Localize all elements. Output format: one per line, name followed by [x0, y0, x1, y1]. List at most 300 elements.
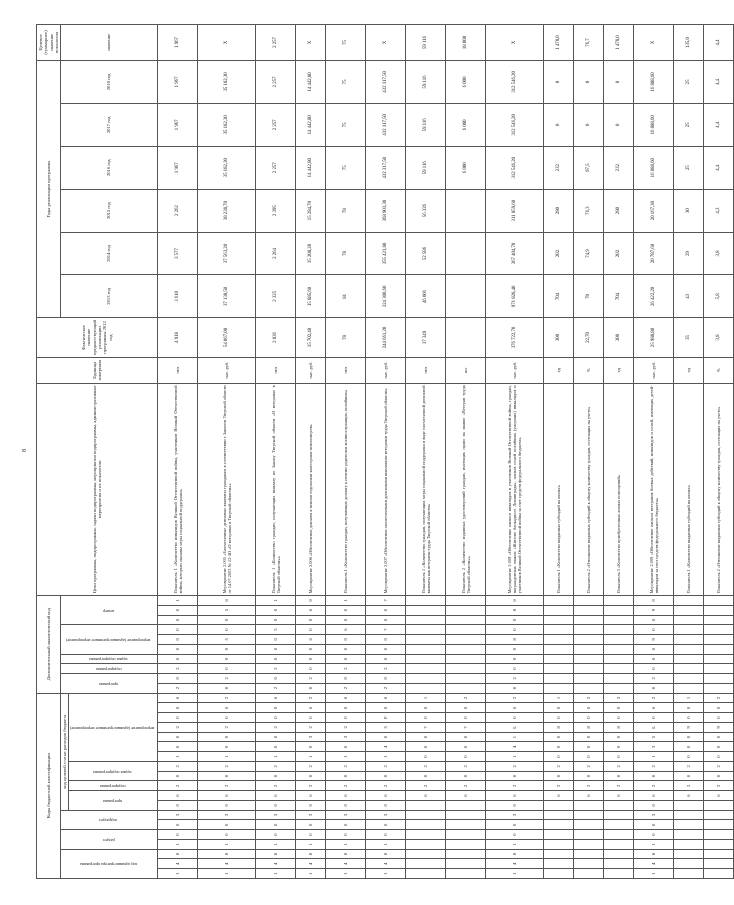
- code-digit: 5: [256, 625, 296, 635]
- code-digit: 0: [326, 615, 366, 625]
- code-digit: 0: [486, 654, 544, 664]
- code-digit: [544, 683, 574, 693]
- code-digit: [704, 644, 734, 654]
- code-digit: 0: [406, 713, 446, 723]
- code-digit: [704, 635, 734, 645]
- indicator-name: Мероприятие 2.005 «Ежемесячные денежные выплаты гражданам в соответствии с Законом Тверской области от 14.07.2003 № 12-ЗО «О ветеранах в Тверской области»»: [198, 383, 256, 595]
- code-digit: 1: [366, 869, 406, 879]
- code-digit: [406, 625, 446, 635]
- code-digit: [674, 674, 704, 684]
- year-value-2014: 78: [326, 232, 366, 275]
- code-digit: 8: [198, 849, 256, 859]
- code-digit: 0: [366, 674, 406, 684]
- code-digit: 4: [326, 859, 366, 869]
- code-digit: 0: [256, 654, 296, 664]
- year-value-2014: 202: [604, 232, 634, 275]
- code-digit: [446, 664, 486, 674]
- year-value-2014: 367 404,70: [486, 232, 544, 275]
- year-value-2018: 432 317,50: [366, 60, 406, 103]
- code-digit: 0: [256, 605, 296, 615]
- code-digit: 0: [634, 644, 674, 654]
- code-digit: [604, 615, 634, 625]
- code-digit: 0: [198, 830, 256, 840]
- table-row: [446, 25, 486, 879]
- code-digit: 0: [296, 742, 326, 752]
- code-digit: [604, 674, 634, 684]
- code-digit: 2: [486, 693, 544, 703]
- header-years: Годы реализации программы: [37, 60, 61, 317]
- code-digit: 6: [366, 791, 406, 801]
- code-digit: 0: [486, 771, 544, 781]
- code-digit: 0: [574, 713, 604, 723]
- code-digit: [604, 605, 634, 615]
- code-digit: [604, 664, 634, 674]
- final-value: 1 478,0: [604, 25, 634, 61]
- code-digit: [406, 595, 446, 605]
- code-digit: 2: [366, 762, 406, 772]
- header-section: [61, 830, 158, 850]
- code-digit: 0: [366, 644, 406, 654]
- code-digit: [674, 664, 704, 674]
- code-digit: 4: [486, 742, 544, 752]
- code-digit: 0: [326, 771, 366, 781]
- code-digit: 0: [406, 732, 446, 742]
- code-digit: [406, 869, 446, 879]
- code-digit: 3: [326, 732, 366, 742]
- code-digit: 2: [634, 781, 674, 791]
- code-digit: 6: [158, 693, 198, 703]
- code-digit: 0: [486, 644, 544, 654]
- code-digit: [446, 820, 486, 830]
- code-digit: [544, 801, 574, 811]
- indicator-name: Показатель 1 «Количество граждан, получающих доплату к пенсии родителям военнослужащих, погибших»: [326, 383, 366, 595]
- year-value-2015: [446, 189, 486, 232]
- final-value: X: [198, 25, 256, 61]
- indicator-unit: чел: [326, 357, 366, 383]
- year-value-2014: 3,8: [704, 232, 734, 275]
- code-digit: [604, 820, 634, 830]
- code-digit: 1: [256, 752, 296, 762]
- code-digit: 0: [634, 830, 674, 840]
- code-digit: 0: [256, 703, 296, 713]
- year-value-2014: 355 423,80: [366, 232, 406, 275]
- table-row: [674, 25, 704, 879]
- year-value-2017: 4,4: [704, 103, 734, 146]
- code-digit: 0: [158, 742, 198, 752]
- code-digit: 0: [158, 830, 198, 840]
- year-value-2014: 20 787,60: [634, 232, 674, 275]
- code-digit: [704, 625, 734, 635]
- table-row: [296, 25, 326, 879]
- code-digit: 0: [486, 830, 544, 840]
- code-digit: 2: [296, 781, 326, 791]
- header-subsection-label: подраздел: [99, 818, 118, 824]
- code-digit: [674, 840, 704, 850]
- indicator-name: Показатель 2 «Количество изданных удостоверений граждан, имеющих право на звание «Ветеран труда Тверской области»»: [446, 383, 486, 595]
- header-extra-code: Дополнительный аналитический код: [37, 595, 61, 693]
- code-digit: 0: [326, 820, 366, 830]
- code-digit: [574, 859, 604, 869]
- code-digit: [406, 840, 446, 850]
- code-digit: 1: [326, 595, 366, 605]
- year-value-2017: 35 182,30: [198, 103, 256, 146]
- code-digit: 6: [634, 703, 674, 713]
- code-digit: 0: [406, 752, 446, 762]
- header-extra-program-label: программа: [98, 681, 119, 687]
- code-digit: [544, 635, 574, 645]
- code-digit: 1: [326, 840, 366, 850]
- code-digit: 0: [256, 644, 296, 654]
- code-digit: [604, 644, 634, 654]
- code-digit: [674, 820, 704, 830]
- year-value-2016: 312 546,20: [486, 146, 544, 189]
- header-extra-subprogram-label: подпрограмма: [95, 667, 122, 673]
- year-value-2014: [446, 232, 486, 275]
- code-digit: 0: [674, 732, 704, 742]
- code-digit: 0: [574, 771, 604, 781]
- code-digit: 0: [366, 771, 406, 781]
- header-extra-task: [61, 654, 158, 664]
- code-digit: 1: [296, 840, 326, 850]
- code-digit: 0: [256, 771, 296, 781]
- code-digit: 5: [198, 635, 256, 645]
- year-value-2018: 75: [326, 60, 366, 103]
- table-row: [486, 25, 544, 879]
- code-digit: [544, 615, 574, 625]
- year-value-2015: 38 238,70: [198, 189, 256, 232]
- code-digit: 2: [198, 781, 256, 791]
- code-digit: 6: [406, 791, 446, 801]
- code-digit: 4: [256, 859, 296, 869]
- code-digit: [574, 801, 604, 811]
- year-value-2018: 14 442,80: [296, 60, 326, 103]
- code-digit: 0: [446, 752, 486, 762]
- code-digit: [446, 869, 486, 879]
- table-row: [544, 25, 574, 879]
- code-digit: 0: [326, 674, 366, 684]
- header-extra-activity: [61, 625, 158, 654]
- code-digit: 0: [544, 752, 574, 762]
- code-digit: 2: [296, 723, 326, 733]
- code-digit: 4: [486, 859, 544, 869]
- header-extra-number: [61, 595, 158, 624]
- code-digit: 2: [158, 781, 198, 791]
- code-digit: 0: [296, 615, 326, 625]
- code-digit: 2: [674, 762, 704, 772]
- code-digit: 6: [296, 703, 326, 713]
- code-digit: 2: [366, 664, 406, 674]
- code-digit: [674, 625, 704, 635]
- code-digit: 0: [574, 732, 604, 742]
- header-activity-label: мероприятие (административное мероприятие): [70, 725, 155, 731]
- year-value-2015: 30: [674, 189, 704, 232]
- indicator-unit: тыс. руб.: [198, 357, 256, 383]
- year-value-2013: 46 001: [406, 275, 446, 318]
- code-digit: [574, 654, 604, 664]
- final-value: X: [634, 25, 674, 61]
- code-digit: [544, 840, 574, 850]
- code-digit: 0: [604, 713, 634, 723]
- code-digit: 1: [326, 869, 366, 879]
- code-digit: 0: [256, 615, 296, 625]
- indicator-name: Показатель 3 «Количество приобретенных жилых помещений»: [604, 383, 634, 595]
- year-value-2018: 2 257: [256, 60, 296, 103]
- year-value-2018: 35 182,30: [198, 60, 256, 103]
- code-digit: 2: [256, 781, 296, 791]
- base-value: 3,8: [704, 318, 734, 357]
- year-value-2014: 202: [544, 232, 574, 275]
- code-digit: 0: [256, 732, 296, 742]
- code-digit: [704, 615, 734, 625]
- year-value-2018: 0: [574, 60, 604, 103]
- code-digit: 8: [158, 849, 198, 859]
- code-digit: 1: [486, 732, 544, 742]
- year-value-2013: 37 138,50: [198, 275, 256, 318]
- code-digit: 0: [198, 732, 256, 742]
- code-digit: 2: [674, 781, 704, 791]
- year-value-2017: 432 317,50: [366, 103, 406, 146]
- code-digit: 0: [198, 771, 256, 781]
- code-digit: 2: [634, 762, 674, 772]
- header-goal-name: Цели программы, подпрограммы, задачи подпрограммы, мероприятия подпрограммы, административные мероприятия и их показатели: [37, 383, 158, 595]
- final-value: 1 478,0: [544, 25, 574, 61]
- code-digit: 6: [326, 791, 366, 801]
- indicator-name: Показатель 1 «Количество граждан, получающих меры социальной поддержки в виде ежемесячной денежной выплаты как ветераны труда Тверской области»: [406, 383, 446, 595]
- code-digit: 0: [486, 683, 544, 693]
- code-digit: [574, 635, 604, 645]
- code-digit: [544, 625, 574, 635]
- code-digit: 0: [366, 801, 406, 811]
- code-digit: [406, 605, 446, 615]
- code-digit: 2: [158, 723, 198, 733]
- code-digit: [446, 859, 486, 869]
- table-row: [634, 25, 674, 879]
- code-digit: [704, 801, 734, 811]
- code-digit: [674, 595, 704, 605]
- code-digit: 2: [486, 781, 544, 791]
- indicator-unit: шт: [446, 357, 486, 383]
- code-digit: 3: [158, 810, 198, 820]
- code-digit: 0: [366, 732, 406, 742]
- code-digit: 0: [326, 644, 366, 654]
- code-digit: 1: [158, 752, 198, 762]
- code-digit: [704, 683, 734, 693]
- code-digit: [604, 840, 634, 850]
- header-task-label: задача подпрограммы: [93, 769, 133, 775]
- base-value: 4 918: [158, 318, 198, 357]
- code-digit: 0: [158, 635, 198, 645]
- code-digit: 9: [674, 723, 704, 733]
- year-value-2017: 6 000: [446, 103, 486, 146]
- code-digit: 2: [366, 781, 406, 791]
- final-value: X: [366, 25, 406, 61]
- code-digit: 0: [158, 820, 198, 830]
- code-digit: 0: [634, 683, 674, 693]
- code-digit: 0: [198, 625, 256, 635]
- year-value-2016: 432 317,50: [366, 146, 406, 189]
- indicator-unit: тыс. руб.: [634, 357, 674, 383]
- code-digit: 6: [634, 791, 674, 801]
- year-value-2018: 312 546,20: [486, 60, 544, 103]
- year-value-2017: 312 546,20: [486, 103, 544, 146]
- code-digit: [674, 810, 704, 820]
- code-digit: 0: [574, 752, 604, 762]
- code-digit: 2: [446, 693, 486, 703]
- year-value-2013: 5,8: [704, 275, 734, 318]
- code-digit: 0: [674, 703, 704, 713]
- code-digit: 2: [406, 781, 446, 791]
- code-digit: [604, 859, 634, 869]
- code-digit: 0: [158, 654, 198, 664]
- indicator-name: Мероприятие 2.008 «Обеспечение жильем инвалидов и участников Великой Отечественной войны, граждан, награжденных знаком «Жителю блокадного Ленинграда», членов семей погибших (умерших) инвалидов и участников Великой Отечественной войны за счет средств федерального бюджета»: [486, 383, 544, 595]
- code-digit: 2: [158, 762, 198, 772]
- code-digit: 1: [326, 752, 366, 762]
- code-digit: 2: [326, 762, 366, 772]
- code-digit: 5: [634, 732, 674, 742]
- year-value-2015: 2 262: [158, 189, 198, 232]
- year-value-2014: 2 264: [256, 232, 296, 275]
- code-digit: [446, 683, 486, 693]
- code-digit: 2: [158, 664, 198, 674]
- code-digit: 0: [158, 605, 198, 615]
- code-digit: 0: [296, 625, 326, 635]
- code-digit: [406, 674, 446, 684]
- code-digit: [406, 615, 446, 625]
- code-digit: [674, 654, 704, 664]
- code-digit: [544, 644, 574, 654]
- year-value-2017: 0: [544, 103, 574, 146]
- code-digit: 0: [296, 664, 326, 674]
- code-digit: [406, 859, 446, 869]
- code-digit: 0: [326, 830, 366, 840]
- code-digit: 0: [198, 595, 256, 605]
- year-value-2013: 2 325: [256, 275, 296, 318]
- year-value-2016: 59 116: [406, 146, 446, 189]
- year-value-2015: 2 395: [256, 189, 296, 232]
- base-value: 35: [674, 318, 704, 357]
- code-digit: 0: [366, 635, 406, 645]
- code-digit: 8: [366, 849, 406, 859]
- code-digit: 2: [544, 762, 574, 772]
- indicator-name: Показатель 2 «Отношение выданных субсидий к общему количеству граждан, состоящих на учете»: [574, 383, 604, 595]
- code-digit: [406, 810, 446, 820]
- code-digit: [674, 615, 704, 625]
- code-digit: 5: [366, 723, 406, 733]
- year-value-2013: 15 885,60: [296, 275, 326, 318]
- code-digit: 6: [486, 791, 544, 801]
- code-digit: 0: [366, 703, 406, 713]
- code-digit: [574, 605, 604, 615]
- code-digit: 2: [446, 762, 486, 772]
- code-digit: 1: [674, 693, 704, 703]
- header-task: [69, 762, 158, 782]
- code-digit: 1: [406, 693, 446, 703]
- code-digit: 7: [366, 595, 406, 605]
- code-digit: 2: [574, 762, 604, 772]
- code-digit: 0: [296, 801, 326, 811]
- code-digit: [574, 674, 604, 684]
- code-digit: 6: [446, 791, 486, 801]
- code-digit: 2: [296, 693, 326, 703]
- year-value-2017: 2 257: [256, 103, 296, 146]
- final-value: 1 967: [158, 25, 198, 61]
- code-digit: 1: [198, 840, 256, 850]
- code-digit: [574, 615, 604, 625]
- year-value-2016: 16 888,60: [634, 146, 674, 189]
- code-digit: [544, 605, 574, 615]
- code-digit: 0: [326, 654, 366, 664]
- indicator-name: Показатель 1 «Количество инвалидов Великой Отечественной войны, участников Великой Отечественной войны, которым оказаны меры социальной поддержки»: [158, 383, 198, 595]
- table-row: [158, 25, 198, 879]
- code-digit: 1: [158, 840, 198, 850]
- code-digit: 2: [486, 674, 544, 684]
- code-digit: 0: [326, 635, 366, 645]
- code-digit: 8: [574, 723, 604, 733]
- code-digit: 0: [296, 771, 326, 781]
- code-digit: 0: [406, 771, 446, 781]
- code-digit: 2: [296, 674, 326, 684]
- code-digit: [406, 801, 446, 811]
- code-digit: 0: [446, 771, 486, 781]
- code-digit: [406, 820, 446, 830]
- indicator-unit: чел: [256, 357, 296, 383]
- final-value: 4,4: [704, 25, 734, 61]
- code-digit: [446, 654, 486, 664]
- code-digit: 2: [198, 693, 256, 703]
- code-digit: 0: [158, 674, 198, 684]
- program-indicator-table: [36, 24, 734, 879]
- year-value-2016: 4,4: [704, 146, 734, 189]
- year-value-2017: 59 116: [406, 103, 446, 146]
- code-digit: 8: [256, 849, 296, 859]
- code-digit: [446, 674, 486, 684]
- code-digit: [704, 664, 734, 674]
- year-value-2018: 16 888,60: [634, 60, 674, 103]
- code-digit: [544, 595, 574, 605]
- code-digit: [604, 810, 634, 820]
- code-digit: 2: [296, 762, 326, 772]
- header-year-2015: 2015 год: [61, 189, 158, 232]
- code-digit: 6: [198, 791, 256, 801]
- code-digit: 6: [326, 625, 366, 635]
- header-extra-number-label: номер: [103, 608, 114, 614]
- code-digit: 2: [326, 683, 366, 693]
- code-digit: 2: [256, 762, 296, 772]
- year-value-2018: 0: [544, 60, 574, 103]
- code-digit: [704, 859, 734, 869]
- code-digit: [406, 683, 446, 693]
- code-digit: 1: [158, 869, 198, 879]
- year-value-2016: 35 182,30: [198, 146, 256, 189]
- code-digit: 1: [296, 869, 326, 879]
- year-value-2013: 43: [674, 275, 704, 318]
- code-digit: 0: [634, 820, 674, 830]
- code-digit: [544, 849, 574, 859]
- code-digit: [604, 635, 634, 645]
- year-value-2016: 25: [674, 146, 704, 189]
- code-digit: 2: [486, 762, 544, 772]
- code-digit: 0: [544, 742, 574, 752]
- code-digit: [446, 801, 486, 811]
- year-value-2013: 3 610: [158, 275, 198, 318]
- code-digit: 0: [634, 713, 674, 723]
- code-digit: [446, 810, 486, 820]
- year-value-2018: 4,4: [704, 60, 734, 103]
- code-digit: [704, 820, 734, 830]
- base-value: [446, 318, 486, 357]
- code-digit: 0: [256, 742, 296, 752]
- code-digit: 0: [544, 771, 574, 781]
